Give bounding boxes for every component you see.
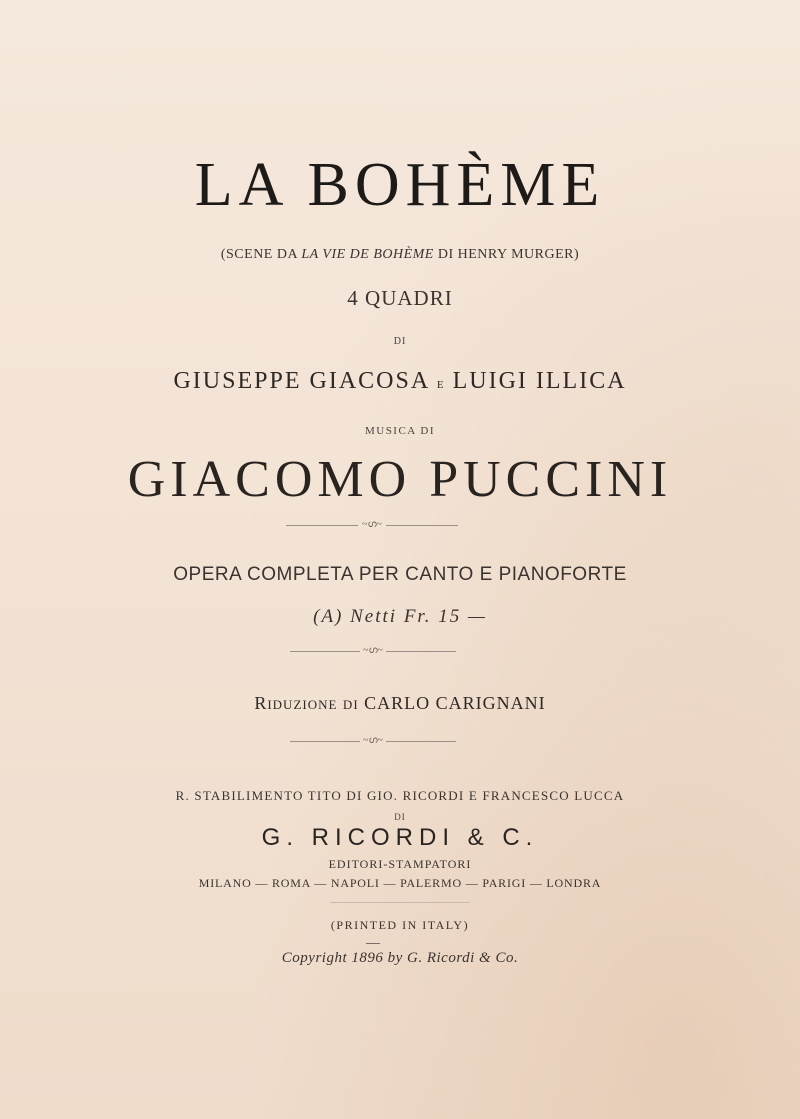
di-label: DI bbox=[393, 336, 407, 347]
subtitle-prefix: (SCENE DA bbox=[220, 247, 302, 262]
ornament-icon: ~ഗ~ bbox=[363, 735, 383, 746]
ornament-rule bbox=[290, 735, 456, 747]
librettist-1: GIUSEPPE GIACOSA bbox=[173, 368, 437, 394]
ornament-rule bbox=[290, 645, 456, 657]
librettist-2: LUIGI ILLICA bbox=[444, 368, 627, 394]
publisher-name: G. RICORDI & C. bbox=[261, 824, 539, 851]
conjunction: E bbox=[436, 379, 445, 391]
printed-in: (PRINTED IN ITALY) bbox=[330, 918, 470, 932]
librettists bbox=[0, 368, 800, 395]
publisher-di: DI bbox=[394, 812, 406, 822]
copyright-notice: Copyright 1896 by G. Ricordi & Co. bbox=[281, 950, 519, 966]
musica-di-label: MUSICA DI bbox=[364, 425, 436, 437]
subtitle-work: LA VIE DE BOHÈME bbox=[301, 247, 434, 262]
publisher-role: EDITORI-STAMPATORI bbox=[328, 857, 472, 871]
opera-title: LA BOHÈME bbox=[194, 151, 606, 219]
divider bbox=[366, 943, 380, 944]
opera-edition: OPERA COMPLETA PER CANTO E PIANOFORTE bbox=[173, 564, 627, 585]
source-subtitle bbox=[0, 247, 800, 263]
ornament-rule bbox=[286, 519, 458, 531]
reduction-credit bbox=[0, 693, 800, 714]
publisher-cities: MILANO — ROMA — NAPOLI — PALERMO — PARIGI — LONDRA bbox=[198, 876, 602, 890]
reduction-name: CARLO CARIGNANI bbox=[358, 693, 546, 713]
price-line: (A) Netti Fr. 15 — bbox=[313, 606, 487, 627]
ornament-icon: ~ഗ~ bbox=[363, 645, 383, 656]
composer-name: GIACOMO PUCCINI bbox=[127, 451, 673, 508]
quadri-count: 4 QUADRI bbox=[347, 286, 453, 310]
publisher-establishment: R. STABILIMENTO TITO DI GIO. RICORDI E FRANCESCO LUCCA bbox=[175, 788, 625, 803]
subtitle-suffix: DI HENRY MURGER) bbox=[433, 247, 580, 262]
reduction-label: Riduzione di bbox=[254, 693, 359, 713]
divider bbox=[330, 902, 470, 903]
ornament-icon: ~ഗ~ bbox=[362, 519, 382, 530]
